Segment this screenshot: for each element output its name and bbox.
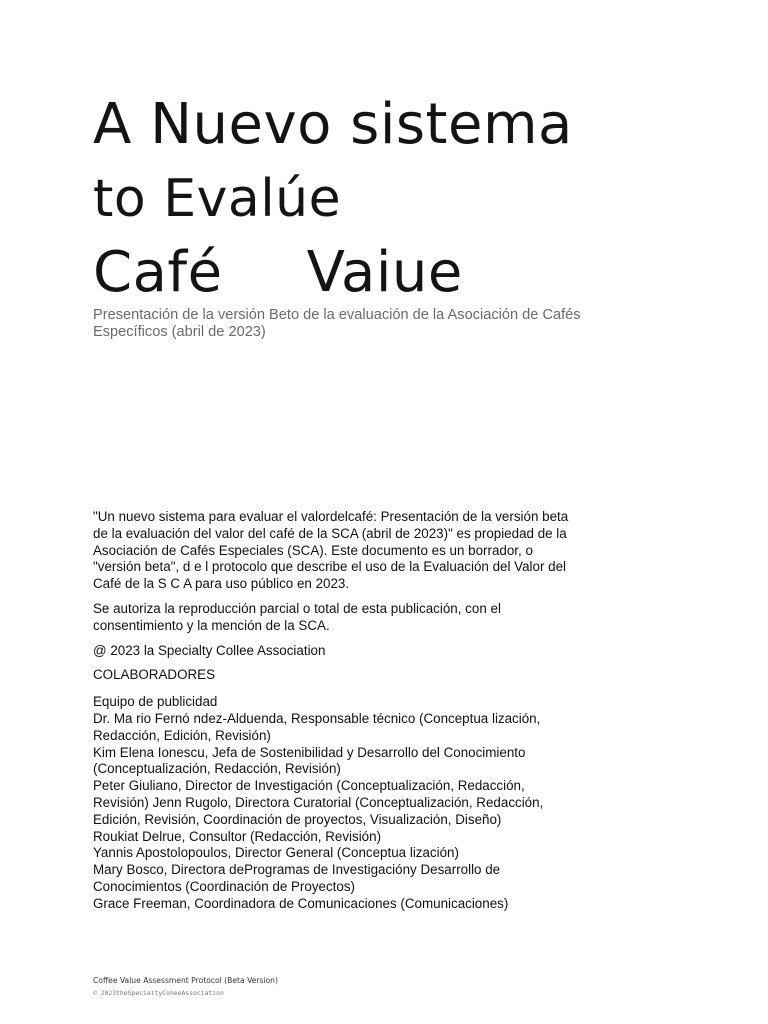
footer-copyright: © 2023theSpecialtyCoheeAssociation: [93, 989, 224, 997]
document-body: [93, 509, 583, 913]
contributor-entry: Dr. Ma rio Fernó ndez-Alduenda, Responsable técnico (Conceptua lización, Redacción, Edición, Revisión): [93, 710, 541, 743]
document-subtitle: Presentación de la versión Beto de la evaluación de la Asociación de Cafés Específicos (abril de 2023): [93, 307, 581, 340]
title-line-2: to Evalúe: [93, 169, 342, 229]
contributor-entry: Yannis Apostolopoulos, Director General (Conceptua lización): [93, 845, 459, 861]
page-footer: [93, 975, 393, 998]
copyright-line: @ 2023 la Specialty Collee Association: [93, 642, 326, 658]
contributor-entry: Mary Bosco, Directora deProgramas de Investigacióny Desarrollo de Conocimientos (Coordinación de Proyectos): [93, 862, 501, 894]
contributor-entry: Roukiat Delrue, Consultor (Redacción, Revisión): [93, 828, 382, 844]
title-line-1: A Nuevo sistema: [93, 92, 573, 157]
document-title: [93, 88, 613, 310]
contributor-entry: Grace Freeman, Coordinadora de Comunicaciones (Comunicaciones): [93, 895, 509, 911]
contributor-entry: Kim Elena Ionescu, Jefa de Sostenibilidad y Desarrollo del Conocimiento (Conceptualización, Redacción, Revisión): [93, 744, 526, 777]
title-line-3-word-1: Café: [93, 240, 223, 305]
title-line-3-word-2: Vaiue: [306, 240, 463, 305]
contributor-entry: Peter Giuliano, Director de Investigación (Conceptualización, Redacción, Revisión) Jenn Rugolo, Directora Curatorial (Conceptualización, Redacción, Edición, Revisión, Coordinación de proyectos, Visualización, Diseño): [93, 778, 544, 827]
footer-title: Coffee Value Assessment Protocol (Beta Version): [93, 976, 278, 985]
reproduction-paragraph: Se autoriza la reproducción parcial o total de esta publicación, con el consentimiento y la mención de la SCA.: [93, 600, 501, 633]
title-line-3: [93, 236, 613, 310]
ownership-paragraph: "Un nuevo sistema para evaluar el valordelcafé: Presentación de la versión beta de la evaluación del valor del café de la SCA (abril de 2023)" es propiedad de la Asociación de Cafés Especiales (SCA). Este documento es un borrador, o "versión beta", d e l protocolo que describe el uso de la Evaluación del Valor del Café de la S C A para uso público en 2023.: [93, 509, 569, 592]
contributors-list: [93, 694, 583, 912]
contributors-team-label: Equipo de publicidad: [93, 694, 218, 710]
contributors-heading: COLABORADORES: [93, 667, 216, 683]
